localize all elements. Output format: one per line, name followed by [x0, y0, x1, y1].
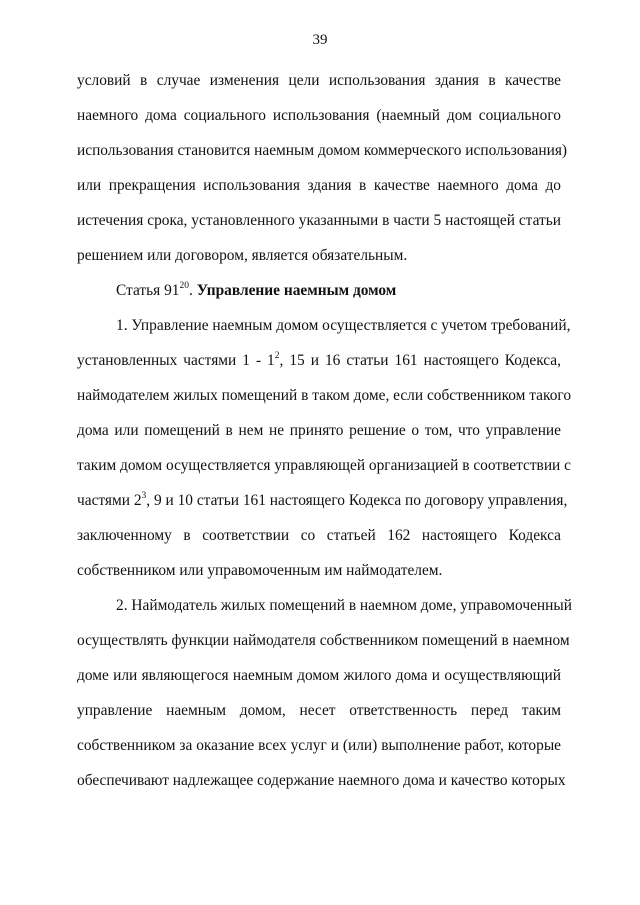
text-run: установленных частями 1 - 1: [77, 352, 275, 369]
paragraph-line: или прекращения использования здания в качестве наемного дома до: [77, 177, 561, 194]
superscript: 3: [141, 491, 147, 501]
paragraph-line: собственником за оказание всех услуг и (или) выполнение работ, которые: [77, 737, 561, 754]
paragraph-line: наемного дома социального использования (наемный дом социального: [77, 107, 561, 124]
text-run: частями 2: [77, 492, 142, 509]
paragraph-line: собственником или управомоченным им наймодателем.: [77, 562, 443, 579]
paragraph-line: истечения срока, установленного указанными в части 5 настоящей статьи: [77, 212, 561, 229]
superscript: 2: [274, 351, 280, 361]
paragraph-line: решением или договором, является обязательным.: [77, 247, 408, 264]
paragraph-line: использования становится наемным домом коммерческого использования): [77, 142, 568, 159]
paragraph-line: управление наемным домом, несет ответственность перед таким: [77, 702, 561, 719]
paragraph-line: заключенному в соответствии со статьей 162 настоящего Кодекса: [77, 527, 561, 544]
paragraph-line: обеспечивают надлежащее содержание наемного дома и качество которых: [77, 772, 566, 789]
paragraph-line: [77, 491, 568, 511]
article-heading: [116, 281, 561, 301]
paragraph-line: таким домом осуществляется управляющей организацией в соответствии с: [77, 457, 571, 474]
page-number: 39: [312, 32, 328, 48]
text-run: , 15 и 16 статьи 161 настоящего Кодекса,: [279, 352, 561, 369]
paragraph-line: 2. Наймодатель жилых помещений в наемном доме, управомоченный: [116, 597, 572, 614]
paragraph-line: дома или помещений в нем не принято решение о том, что управление: [77, 422, 561, 439]
article-prefix-tail: .: [188, 282, 193, 299]
article-title: Управление наемным домом: [196, 282, 397, 299]
paragraph-line: наймодателем жилых помещений в таком доме, если собственником такого: [77, 387, 572, 404]
paragraph-line: осуществлять функции наймодателя собственником помещений в наемном: [77, 632, 570, 649]
text-run: , 9 и 10 статьи 161 настоящего Кодекса по договору управления,: [146, 492, 568, 509]
article-prefix: Статья 91: [116, 282, 180, 299]
paragraph-line: условий в случае изменения цели использования здания в качестве: [77, 72, 561, 89]
paragraph-line: 1. Управление наемным домом осуществляется с учетом требований,: [116, 317, 571, 334]
paragraph-line: доме или являющегося наемным домом жилого дома и осуществляющий: [77, 667, 561, 684]
paragraph-line: [77, 351, 561, 371]
article-prefix-sup: 20: [179, 281, 189, 291]
